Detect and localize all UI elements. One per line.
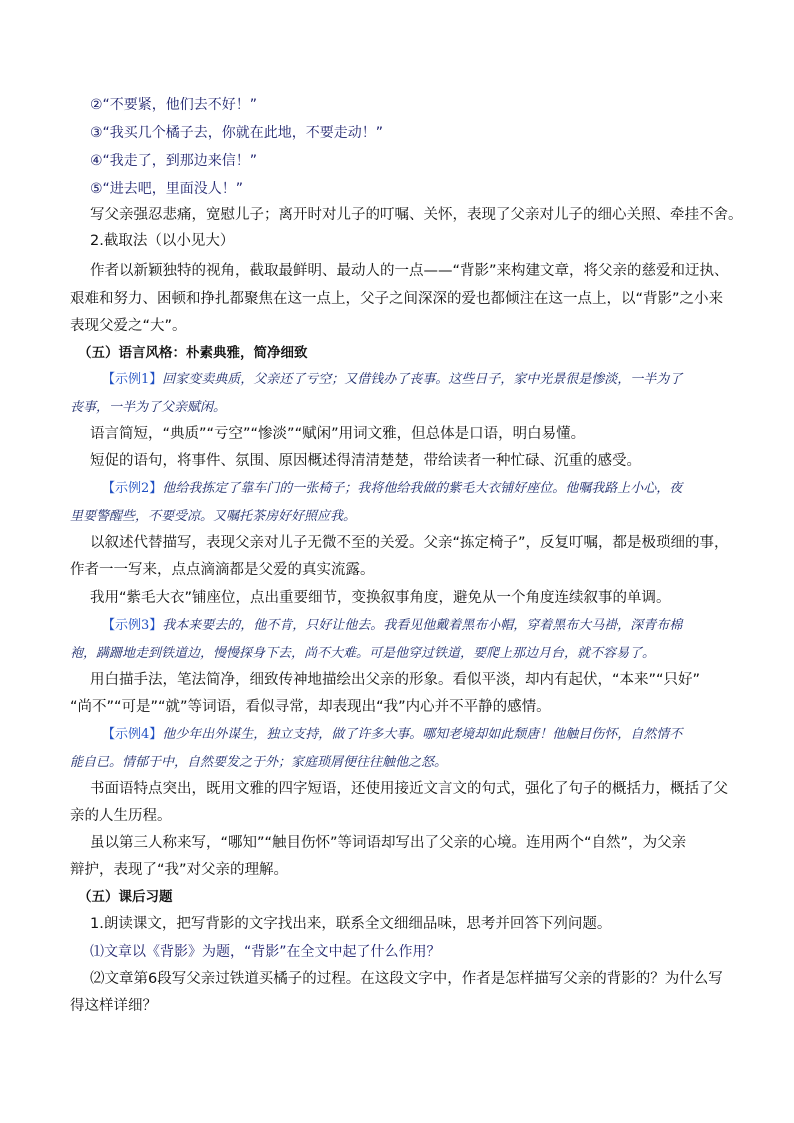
paragraph-line: 作者以新颖独特的视角，截取最鲜明、最动人的一点——“背影”来构建文章，将父亲的慈爱和迂执、 <box>90 263 729 279</box>
paragraph-line: 语言简短，“典质”“亏空”“惨淡”“赋闲”用词文雅，但总体是口语，明白易懂。 <box>90 426 586 442</box>
example-tag: 【示例4】 <box>102 727 163 742</box>
paragraph-line: 作者一一写来，点点滴滴都是父爱的真实流露。 <box>70 562 375 578</box>
example-text: 回家变卖典质，父亲还了亏空；又借钱办了丧事。这些日子，家中光景很是惨淡，一半为了 <box>162 372 683 387</box>
paragraph-line: 辩护，表现了“我”对父亲的理解。 <box>70 862 289 878</box>
paragraph-line: 虽以第三人称来写，“哪知”“触目伤怀”等词语却写出了父亲的心境。连用两个“自然”，为父亲 <box>90 835 687 851</box>
example-4-line <box>102 726 762 744</box>
example-1-line <box>102 371 762 389</box>
exercise-question: 得这样详细？ <box>70 998 157 1014</box>
exercise-question: ⑵文章第6段写父亲过铁道买橘子的过程。在这段文字中，作者是怎样描写父亲的背影的？为什么写 <box>90 971 723 987</box>
quote-5: ⑤“进去吧，里面没人！” <box>90 181 244 197</box>
quote-3: ③“我买几个橘子去，你就在此地，不要走动！” <box>90 125 384 141</box>
paragraph-line: 书面语特点突出，既用文雅的四字短语，还使用接近文言文的句式，强化了句子的概括力，概括了父 <box>90 781 728 797</box>
example-2-line: 里要警醒些，不要受凉。又嘱托茶房好好照应我。 <box>70 509 357 524</box>
paragraph-line: 艰难和努力、困顿和挣扎都聚焦在这一点上，父子之间深深的爱也都倾注在这一点上，以“背影”之小来 <box>70 291 724 307</box>
section-heading: （五）语言风格：朴素典雅，简净细致 <box>78 345 308 361</box>
section-heading: 2.截取法（以小见大） <box>90 233 235 249</box>
paragraph-line: 我用“紫毛大衣”铺座位，点出重要细节，变换叙事角度，避免从一个角度连续叙事的单调。 <box>90 590 671 606</box>
paragraph-line: “尚不”“可是”“就”等词语，看似寻常，却表现出“我”内心并不平静的感情。 <box>70 699 551 715</box>
example-1-line: 丧事，一半为了父亲赋闲。 <box>70 400 227 415</box>
example-text: 我本来要去的，他不肯，只好让他去。我看见他戴着黑布小帽，穿着黑布大马褂，深青布棉 <box>162 618 683 633</box>
section-heading: （五）课后习题 <box>78 889 173 905</box>
paragraph-line: 用白描手法，笔法简净，细致传神地描绘出父亲的形象。看似平淡，却内有起伏，“本来”“只好” <box>90 672 701 688</box>
example-tag: 【示例2】 <box>102 481 163 496</box>
example-text: 他给我拣定了靠车门的一张椅子；我将他给我做的紫毛大衣铺好座位。他嘱我路上小心，夜 <box>162 481 683 496</box>
example-tag: 【示例1】 <box>102 372 163 387</box>
example-3-line: 袍，蹒跚地走到铁道边，慢慢探身下去，尚不大难。可是他穿过铁道，要爬上那边月台，就不容易了。 <box>70 646 656 661</box>
example-text: 他少年出外谋生，独立支持，做了许多大事。哪知老境却如此颓唐！他触目伤怀，自然情不 <box>162 727 683 742</box>
example-tag: 【示例3】 <box>102 618 163 633</box>
quote-4: ④“我走了，到那边来信！” <box>90 153 258 169</box>
paragraph-line: 写父亲强忍悲痛，宽慰儿子；离开时对儿子的叮嘱、关怀，表现了父亲对儿子的细心关照、牵挂不舍。 <box>90 207 743 223</box>
exercise-line: 1.朗读课文，把写背影的文字找出来，联系全文细细品味，思考并回答下列问题。 <box>90 916 612 932</box>
example-3-line <box>102 617 762 635</box>
exercise-question: ⑴文章以《背影》为题，“背影”在全文中起了什么作用？ <box>90 944 441 960</box>
paragraph-line: 亲的人生历程。 <box>70 808 172 824</box>
paragraph-line: 表现父爱之“大”。 <box>70 318 187 334</box>
example-4-line: 能自已。情郁于中，自然要发之于外；家庭琐屑便往往触他之怒。 <box>70 755 448 770</box>
paragraph-line: 短促的语句，将事件、氛围、原因概述得清清楚楚，带给读者一种忙碌、沉重的感受。 <box>90 453 641 469</box>
example-2-line <box>102 480 762 498</box>
paragraph-line: 以叙述代替描写，表现父亲对儿子无微不至的关爱。父亲“拣定椅子”，反复叮嘱，都是极琐细的事， <box>90 535 729 551</box>
quote-2: ②“不要紧，他们去不好！” <box>90 97 258 113</box>
